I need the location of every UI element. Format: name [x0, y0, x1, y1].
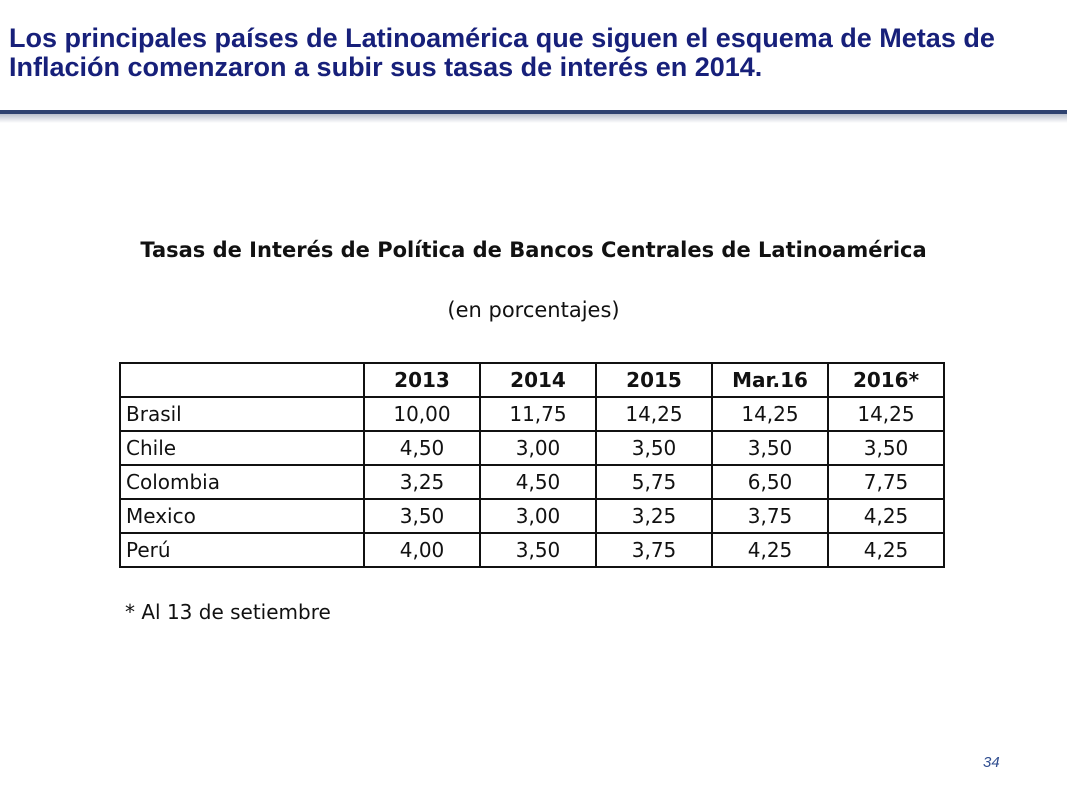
- rate-cell: 10,00: [364, 397, 480, 431]
- rate-cell: 14,25: [828, 397, 944, 431]
- table-row: [120, 533, 944, 567]
- column-header: 2016*: [828, 363, 944, 397]
- rate-cell: 4,50: [364, 431, 480, 465]
- rate-cell: 14,25: [596, 397, 712, 431]
- rate-cell: 11,75: [480, 397, 596, 431]
- slide-title: Los principales países de Latinoamérica que siguen el esquema de Metas de Inflación comenzaron a subir sus tasas de interés en 2014.: [9, 23, 995, 82]
- country-cell: Mexico: [120, 499, 364, 533]
- rate-cell: 6,50: [712, 465, 828, 499]
- table-footnote: * Al 13 de setiembre: [125, 600, 331, 624]
- rate-cell: 3,00: [480, 499, 596, 533]
- slide-header: [0, 0, 1067, 112]
- rate-cell: 3,00: [480, 431, 596, 465]
- rate-cell: 3,50: [596, 431, 712, 465]
- table-row: [120, 465, 944, 499]
- rate-cell: 4,25: [828, 533, 944, 567]
- rate-cell: 3,25: [364, 465, 480, 499]
- interest-rates-table: [119, 362, 945, 568]
- rate-cell: 4,50: [480, 465, 596, 499]
- rate-cell: 3,25: [596, 499, 712, 533]
- table-header-row: [120, 363, 944, 397]
- column-header-country: [120, 363, 364, 397]
- rate-cell: 3,50: [828, 431, 944, 465]
- rate-cell: 5,75: [596, 465, 712, 499]
- column-header: 2015: [596, 363, 712, 397]
- column-header: 2013: [364, 363, 480, 397]
- table-row: [120, 431, 944, 465]
- rate-cell: 4,25: [712, 533, 828, 567]
- country-cell: Chile: [120, 431, 364, 465]
- rate-cell: 3,50: [712, 431, 828, 465]
- country-cell: Perú: [120, 533, 364, 567]
- rate-cell: 4,00: [364, 533, 480, 567]
- rate-cell: 3,75: [712, 499, 828, 533]
- header-divider-shadow: [0, 114, 1067, 123]
- table-row: [120, 397, 944, 431]
- rate-cell: 3,50: [480, 533, 596, 567]
- table-subtitle: (en porcentajes): [447, 298, 620, 322]
- country-cell: Brasil: [120, 397, 364, 431]
- rate-cell: 3,50: [364, 499, 480, 533]
- table-title: Tasas de Interés de Política de Bancos Centrales de Latinoamérica: [140, 238, 927, 262]
- rate-cell: 3,75: [596, 533, 712, 567]
- rate-cell: 7,75: [828, 465, 944, 499]
- table-row: [120, 499, 944, 533]
- page-number: 34: [983, 754, 1000, 771]
- rate-cell: 4,25: [828, 499, 944, 533]
- column-header: 2014: [480, 363, 596, 397]
- country-cell: Colombia: [120, 465, 364, 499]
- rate-cell: 14,25: [712, 397, 828, 431]
- column-header: Mar.16: [712, 363, 828, 397]
